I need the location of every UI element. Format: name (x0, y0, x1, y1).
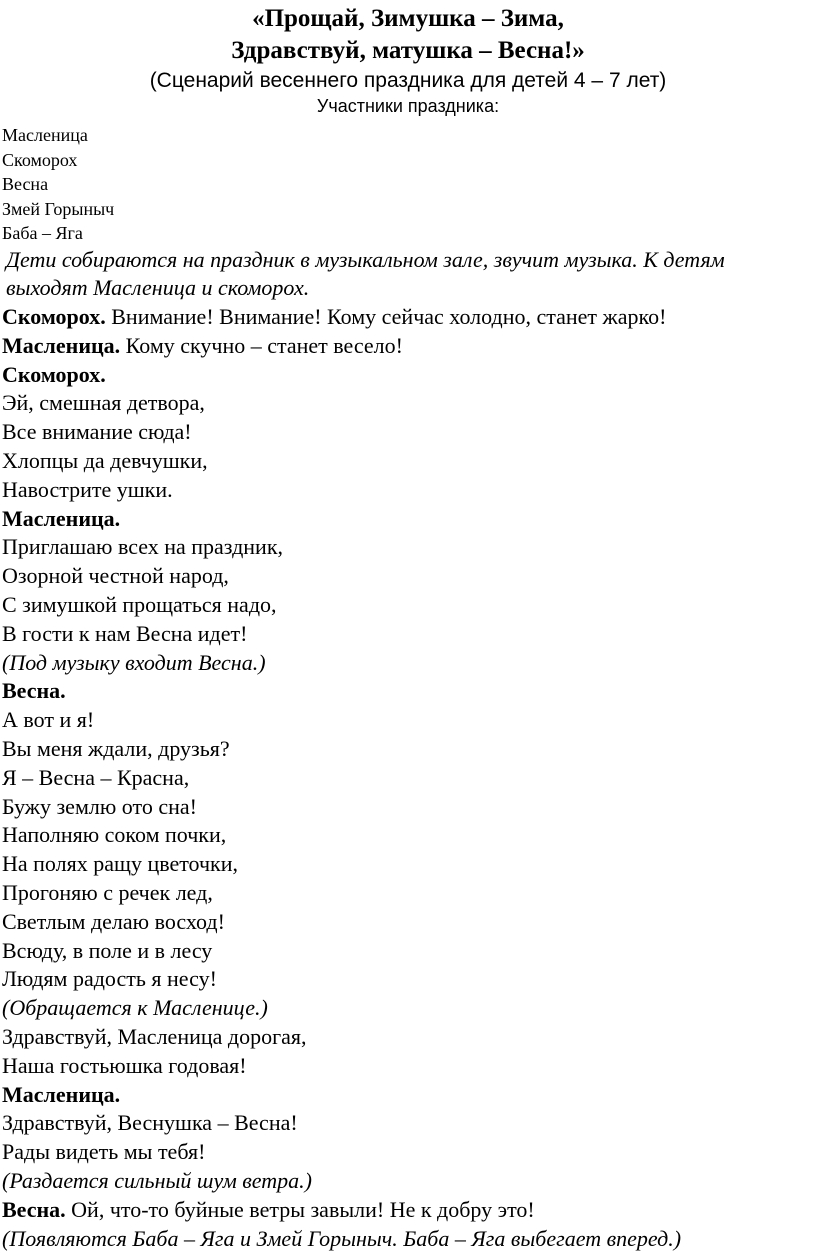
verse-line (0, 965, 816, 994)
intro-stage-direction: Дети собираются на праздник в музыкальном зале, звучит музыка. К детям выходят Масленица и скоморох. (6, 246, 725, 301)
verse-line (0, 908, 816, 937)
stage-direction: (Обращается к Масленице.) (2, 995, 268, 1021)
verse-line (0, 1109, 816, 1138)
dialogue-line (0, 332, 816, 361)
line-text: А вот и я! (2, 707, 95, 733)
participants-heading: Участники праздника: (316, 96, 500, 116)
verse-line (0, 447, 816, 476)
cast-item: Баба – Яга (2, 223, 83, 243)
line-text: Вы меня ждали, друзья? (2, 736, 230, 762)
cast-item: Масленица (2, 125, 88, 145)
verse-line (0, 476, 816, 505)
line-text: Людям радость я несу! (2, 966, 217, 992)
speaker-name: Скоморох. (2, 304, 106, 330)
verse-line (0, 937, 816, 966)
stage-direction: (Под музыку входит Весна.) (2, 649, 266, 675)
document-title-line-1: «Прощай, Зимушка – Зима, (252, 5, 564, 32)
dialogue-line (0, 677, 816, 706)
line-text: Рады видеть мы тебя! (2, 1139, 206, 1165)
speaker-name: Весна. (2, 1196, 66, 1222)
line-text: Здравствуй, Веснушка – Весна! (2, 1110, 298, 1136)
speaker-name: Масленица. (2, 332, 121, 358)
cast-item: Змей Горыныч (2, 198, 115, 219)
speaker-name: Весна. (2, 678, 66, 704)
line-text: Здравствуй, Масленица дорогая, (2, 1024, 307, 1050)
verse-line (0, 1023, 816, 1052)
cast-list (0, 123, 816, 246)
line-text: Приглашаю всех на праздник, (2, 534, 284, 560)
line-text: Кому скучно – станет весело! (120, 332, 403, 358)
verse-line (0, 562, 816, 591)
speaker-name: Масленица. (2, 505, 121, 531)
verse-line (0, 389, 816, 418)
line-text: Эй, смешная детвора, (2, 390, 205, 416)
line-text: Бужу землю ото сна! (2, 793, 197, 819)
line-text: Наша гостьюшка годовая! (2, 1052, 247, 1078)
verse-line (0, 533, 816, 562)
line-text: Ой, что-то буйные ветры завыли! Не к добру это! (65, 1196, 535, 1222)
line-text: Прогоняю с речек лед, (2, 880, 213, 906)
cast-item: Скоморох (2, 149, 78, 170)
verse-line (0, 850, 816, 879)
stage-direction: (Появляются Баба – Яга и Змей Горыныч. Баба – Яга выбегает вперед.) (2, 1225, 682, 1251)
verse-line (0, 764, 816, 793)
verse-line (0, 793, 816, 822)
stage-direction: (Раздается сильный шум ветра.) (2, 1168, 312, 1193)
document-subtitle: (Сценарий весеннего праздника для детей 4 – 7 лет) (149, 69, 667, 92)
dialogue-line (0, 505, 816, 534)
verse-line (0, 418, 816, 447)
line-text: Всюду, в поле и в лесу (2, 937, 213, 963)
dialogue-line (0, 1081, 816, 1110)
line-text: Я – Весна – Красна, (2, 764, 190, 790)
document-title-line-2: Здравствуй, матушка – Весна!» (231, 37, 585, 64)
line-text: Наполняю соком почки, (2, 822, 227, 848)
verse-line (0, 706, 816, 735)
speaker-name: Масленица. (2, 1081, 121, 1107)
line-text: Внимание! Внимание! Кому сейчас холодно, станет жарко! (105, 304, 667, 330)
line-text: На полях ращу цветочки, (2, 851, 239, 877)
verse-line (0, 1138, 816, 1167)
dialogue-line (0, 1196, 816, 1225)
verse-line (0, 735, 816, 764)
cast-item: Весна (2, 174, 49, 194)
line-text: Навострите ушки. (2, 476, 173, 502)
verse-line (0, 620, 816, 649)
dialogue-line (0, 303, 816, 332)
verse-line (0, 821, 816, 850)
verse-line (0, 879, 816, 908)
line-text: В гости к нам Весна идет! (2, 620, 248, 646)
script-body (0, 303, 816, 1253)
verse-line (0, 1052, 816, 1081)
line-text: С зимушкой прощаться надо, (2, 592, 277, 618)
verse-line (0, 591, 816, 620)
dialogue-line (0, 361, 816, 390)
line-text: Хлопцы да девчушки, (2, 448, 208, 474)
line-text: Все внимание сюда! (2, 419, 192, 445)
line-text: Озорной честной народ, (2, 563, 229, 589)
speaker-name: Скоморох. (2, 361, 106, 387)
line-text: Светлым делаю восход! (2, 908, 225, 934)
